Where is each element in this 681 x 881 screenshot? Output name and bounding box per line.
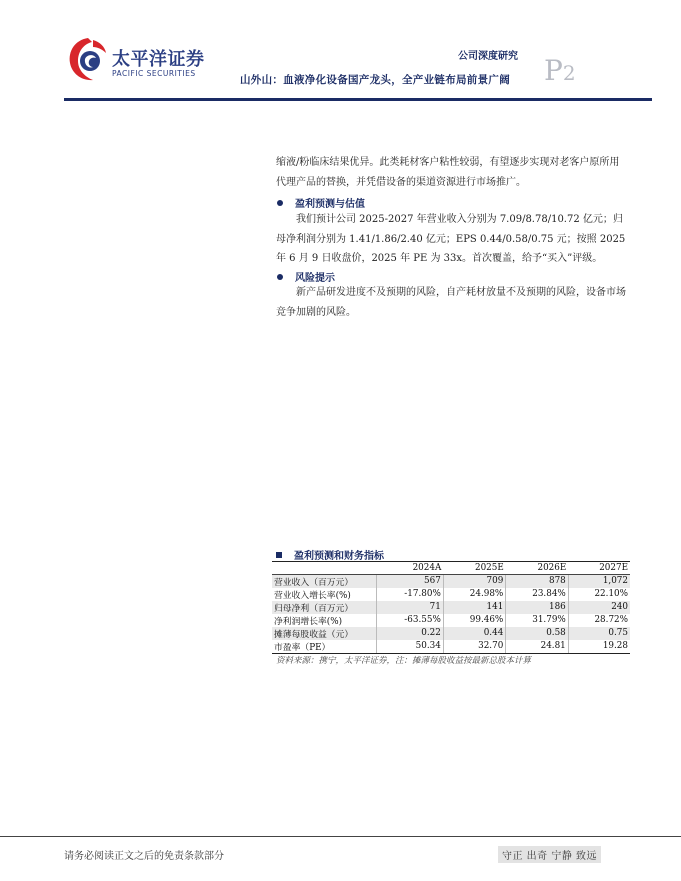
document-title: 山外山：血液净化设备国产龙头，全产业链布局前景广阔 bbox=[240, 74, 510, 86]
table-cell: 50.34 bbox=[376, 640, 443, 654]
financial-forecast-table bbox=[272, 561, 630, 654]
table-row bbox=[272, 640, 630, 654]
table-row bbox=[272, 614, 630, 627]
row-label: 净利润增长率(%) bbox=[274, 616, 343, 627]
table-cell: 23.84% bbox=[506, 588, 568, 601]
section-heading-risk bbox=[277, 269, 335, 284]
table-cell: 99.46% bbox=[443, 614, 505, 627]
column-header: 2025E bbox=[443, 562, 505, 575]
table-cell: 24.98% bbox=[443, 588, 505, 601]
footer-rule bbox=[0, 836, 681, 837]
page-label bbox=[544, 54, 576, 87]
body-paragraph-3 bbox=[276, 283, 628, 322]
table-row bbox=[272, 601, 630, 614]
section-heading-valuation bbox=[277, 195, 365, 210]
table-cell: 1,072 bbox=[568, 574, 630, 588]
table-cell: 0.58 bbox=[506, 627, 568, 640]
table-cell: 567 bbox=[376, 574, 443, 588]
logo-cn-text: 太平洋证券 bbox=[112, 49, 205, 70]
row-label: 归母净利（百万元） bbox=[272, 601, 376, 614]
risk-text: 新产品研发进度不及预期的风险，自产耗材放量不及预期的风险，设备市场竞争加剧的风险。 bbox=[276, 287, 626, 318]
valuation-text: 我们预计公司 2025-2027 年营业收入分别为 7.09/8.78/10.72 亿元；归母净利润分别为 1.41/1.86/2.40 亿元；EPS 0.44/0.58/0.75 元；按照 2025 年 6 月 9 日收盘价，2025 年 PE 为 33x。首次覆盖，给予“买入”评级。 bbox=[276, 214, 626, 264]
page-number: 2 bbox=[562, 61, 576, 85]
table-source-note: 资料来源：携宁，太平洋证券，注：摊薄每股收益按最新总股本计算 bbox=[276, 656, 532, 666]
table-cell: 32.70 bbox=[443, 640, 505, 654]
table-cell: -63.55% bbox=[376, 614, 443, 627]
header-rule bbox=[64, 98, 652, 101]
table-cell: 240 bbox=[568, 601, 630, 614]
row-label: 营业收入（百万元） bbox=[272, 574, 376, 588]
column-header bbox=[272, 562, 376, 575]
logo-mark-icon bbox=[66, 34, 110, 84]
row-label: 摊薄每股收益（元） bbox=[272, 627, 376, 640]
row-label: 营业收入增长率(%) bbox=[274, 590, 351, 601]
table-cell: 28.72% bbox=[568, 614, 630, 627]
table-header-row bbox=[272, 562, 630, 575]
table-cell: 141 bbox=[443, 601, 505, 614]
logo-en-text: PACIFIC SECURITIES bbox=[112, 69, 196, 78]
footer-disclaimer: 请务必阅读正文之后的免责条款部分 bbox=[64, 851, 224, 862]
table-cell: -17.80% bbox=[376, 588, 443, 601]
table-row bbox=[272, 574, 630, 588]
bullet-icon bbox=[277, 200, 283, 206]
table-cell: 19.28 bbox=[568, 640, 630, 654]
body-paragraph-1: 缩液/粉临床结果优异。此类耗材客户粘性较弱，有望逐步实现对老客户原所用代理产品的替换，并凭借设备的渠道资源进行市场推广。 bbox=[276, 157, 620, 188]
section-heading-label: 风险提示 bbox=[295, 273, 335, 284]
table-cell: 31.79% bbox=[506, 614, 568, 627]
report-type: 公司深度研究 bbox=[458, 51, 518, 62]
row-label: 市盈率（PE） bbox=[272, 640, 376, 654]
table-cell: 0.22 bbox=[376, 627, 443, 640]
column-header: 2027E bbox=[568, 562, 630, 575]
column-header: 2024A bbox=[376, 562, 443, 575]
table-cell: 22.10% bbox=[568, 588, 630, 601]
table-title bbox=[276, 547, 384, 562]
table-title-label: 盈利预测和财务指标 bbox=[294, 551, 384, 562]
body-paragraph-2 bbox=[276, 210, 628, 269]
page-letter: P bbox=[544, 54, 563, 87]
section-heading-label: 盈利预测与估值 bbox=[295, 199, 365, 210]
table-cell: 71 bbox=[376, 601, 443, 614]
square-bullet-icon bbox=[276, 552, 282, 558]
table-cell: 0.75 bbox=[568, 627, 630, 640]
company-logo bbox=[66, 34, 206, 90]
table-cell: 24.81 bbox=[506, 640, 568, 654]
table-cell: 709 bbox=[443, 574, 505, 588]
table-cell: 186 bbox=[506, 601, 568, 614]
footer-slogan: 守正 出奇 宁静 致远 bbox=[498, 846, 601, 863]
column-header: 2026E bbox=[506, 562, 568, 575]
table-cell: 0.44 bbox=[443, 627, 505, 640]
table-row bbox=[272, 627, 630, 640]
table-row bbox=[272, 588, 630, 601]
bullet-icon bbox=[277, 274, 283, 280]
table-cell: 878 bbox=[506, 574, 568, 588]
